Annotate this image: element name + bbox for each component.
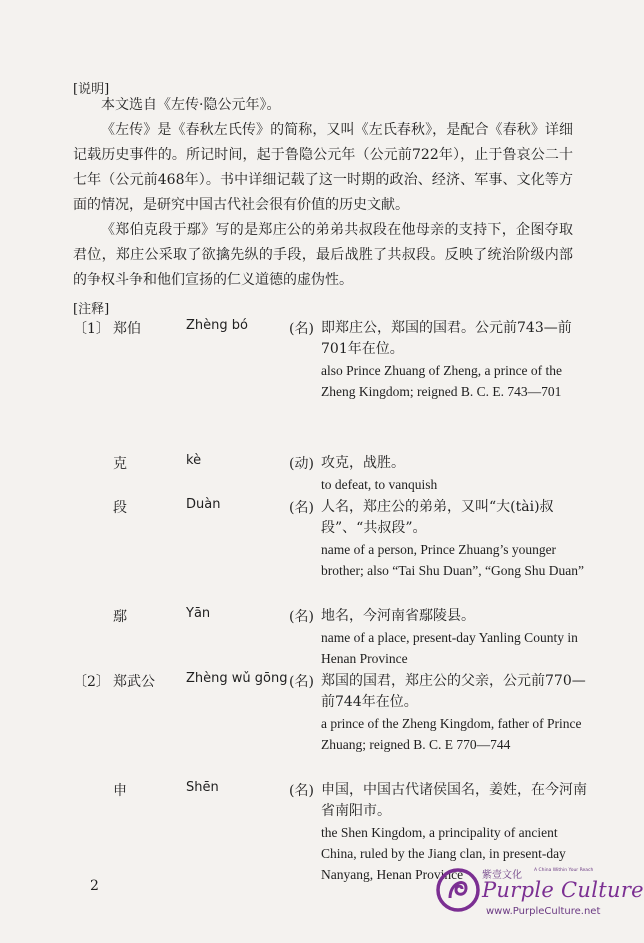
intro-paragraph: 《郑伯克段于鄢》写的是郑庄公的弟弟共叔段在他母亲的支持下，企图夺取君位，郑庄公采取了欲擒先纵的手段，最后战胜了共叔段。反映了统治阶级内部的争权斗争和他们宣扬的仁义道德的虚伪性。	[73, 222, 573, 288]
note-part-of-speech: (名)	[289, 321, 314, 337]
note-english-definition: the Shen Kingdom, a principality of ancient China, ruled by the Jiang clan, in present-day Nanyang, Henan Province	[321, 825, 566, 882]
note-term: 克	[113, 456, 127, 472]
watermark-chinese-name: 紫壹文化	[482, 870, 522, 881]
watermark-logo	[436, 866, 644, 926]
intro-section	[73, 93, 573, 293]
note-part-of-speech: (动)	[289, 456, 314, 472]
note-chinese-definition: 郑国的国君，郑庄公的父亲，公元前770—前744年在位。	[321, 673, 586, 710]
note-pinyin: Yān	[186, 606, 211, 621]
note-term: 段	[113, 500, 127, 516]
note-term: 郑武公	[113, 674, 155, 690]
note-chinese-definition: 申国，中国古代诸侯国名，姜姓，在今河南省南阳市。	[321, 782, 587, 819]
intro-heading: [说明]	[73, 82, 110, 97]
note-part-of-speech: (名)	[289, 783, 314, 799]
note-term: 鄢	[113, 609, 127, 625]
note-pinyin: Zhèng bó	[186, 318, 248, 333]
note-part-of-speech: (名)	[289, 609, 314, 625]
notes-heading: [注释]	[73, 302, 110, 317]
note-pinyin: Zhèng wǔ gōng	[186, 671, 288, 686]
note-term: 郑伯	[113, 321, 141, 337]
note-chinese-definition: 攻克，战胜。	[321, 455, 405, 471]
note-chinese-definition: 即郑庄公，郑国的国君。公元前743—前701年在位。	[321, 320, 572, 357]
note-english-definition: name of a person, Prince Zhuang’s younger brother; also “Tai Shu Duan”, “Gong Shu Duan”	[321, 542, 584, 578]
note-pinyin: Shēn	[186, 780, 219, 795]
intro-paragraph: 《左传》是《春秋左氏传》的简称，又叫《左氏春秋》，是配合《春秋》详细记载历史事件的。所记时间，起于鲁隐公元年（公元前722年），止于鲁哀公二十七年（公元前468年）。书中详细记载了这一时期的政治、经济、军事、文化等方面的情况，是研究中国古代社会很有价值的历史文献。	[73, 122, 573, 213]
purple-culture-logo-icon	[436, 868, 480, 912]
note-english-definition: a prince of the Zheng Kingdom, father of Prince Zhuang; reigned B. C. E 770—744	[321, 716, 582, 752]
watermark-url: www.PurpleCulture.net	[486, 906, 601, 917]
watermark-brand-name: Purple Culture	[482, 878, 644, 902]
note-chinese-definition: 人名，郑庄公的弟弟，又叫“大(tài)叔段”、“共叔段”。	[321, 499, 554, 536]
note-pinyin: Duàn	[186, 497, 221, 512]
page-number: 2	[90, 878, 99, 894]
note-english-definition: also Prince Zhuang of Zheng, a prince of the Zheng Kingdom; reigned B. C. E. 743—701	[321, 363, 563, 399]
note-english-definition: name of a place, present-day Yanling County in Henan Province	[321, 630, 578, 666]
note-number: 〔1〕	[73, 321, 110, 337]
watermark-tagline: A China Within Your Reach	[534, 868, 594, 873]
note-pinyin: kè	[186, 453, 202, 468]
note-number: 〔2〕	[73, 674, 110, 690]
note-chinese-definition: 地名，今河南省鄢陵县。	[321, 608, 475, 624]
note-english-definition: to defeat, to vanquish	[321, 477, 438, 492]
note-part-of-speech: (名)	[289, 500, 314, 516]
note-term: 申	[113, 783, 127, 799]
note-part-of-speech: (名)	[289, 674, 314, 690]
intro-paragraph: 本文选自《左传·隐公元年》。	[101, 97, 281, 113]
